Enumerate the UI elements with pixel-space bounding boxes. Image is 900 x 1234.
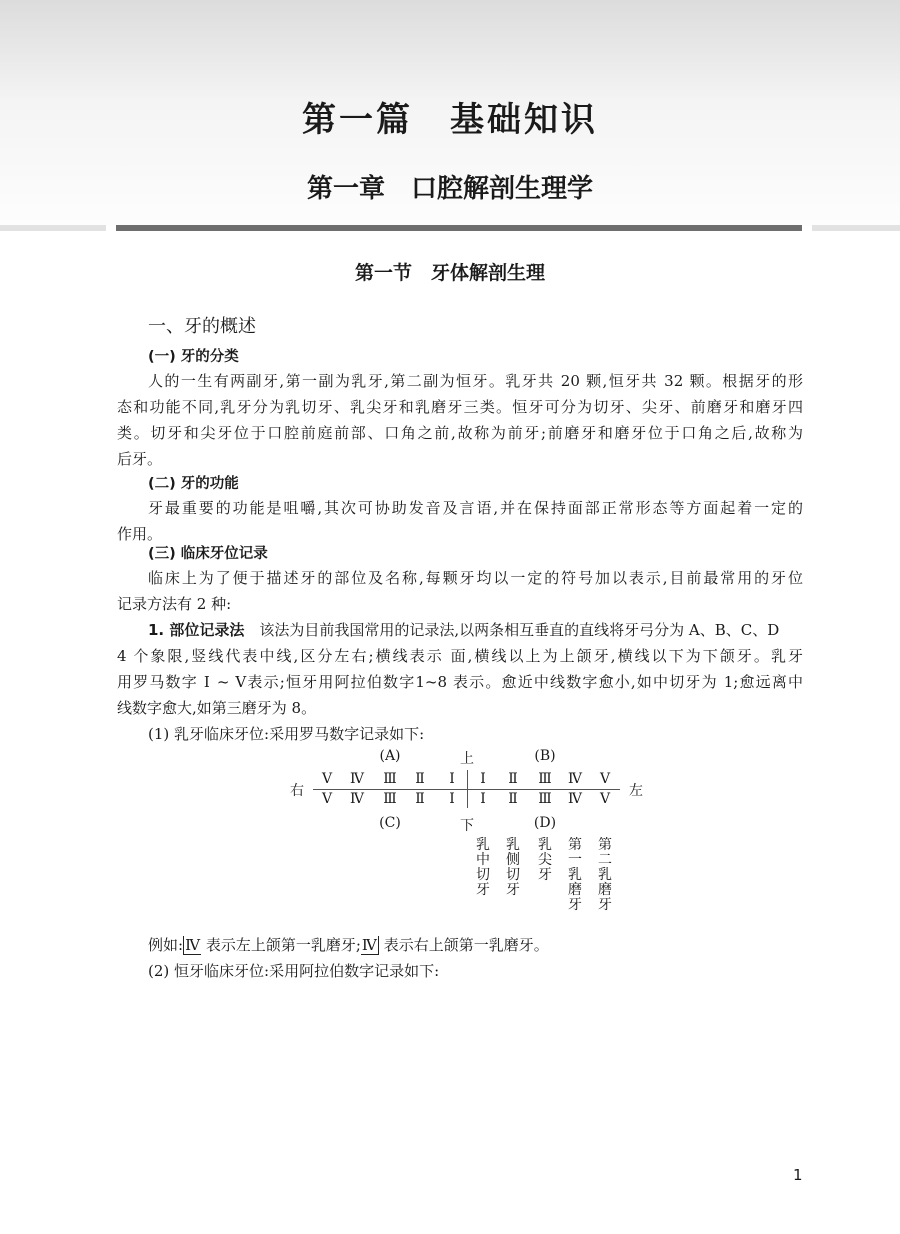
heading-overview: 一、牙的概述 (148, 316, 256, 337)
tooth-name-label: 乳尖牙 (538, 837, 552, 883)
notation-upper-right: Ⅳ (361, 936, 377, 954)
tooth-numeral: Ⅰ (449, 791, 455, 807)
lower-label: 下 (460, 818, 474, 834)
page-number: 1 (793, 1166, 803, 1184)
item-primary-teeth: (1) 乳牙临床牙位:采用罗马数字记录如下: (148, 725, 425, 743)
tooth-numeral: Ⅳ (568, 791, 582, 807)
header-rule-left (0, 225, 106, 231)
tooth-name-label: 第二乳磨牙 (598, 837, 612, 913)
tooth-name-label: 乳中切牙 (476, 837, 490, 898)
tooth-numeral: Ⅰ (449, 771, 455, 787)
tooth-numeral: Ⅳ (568, 771, 582, 787)
tooth-numeral: Ⅳ (350, 771, 364, 787)
tooth-numeral: Ⅲ (383, 771, 397, 787)
method-label: 1. 部位记录法 (148, 621, 245, 639)
tooth-numeral: Ⅱ (508, 791, 518, 807)
paragraph-line: 记录方法有 2 种: (117, 595, 232, 613)
tooth-numeral: Ⅴ (599, 791, 611, 807)
paragraph-line: 用罗马数字 Ⅰ ~ Ⅴ表示;恒牙用阿拉伯数字1~8 表示。愈近中线数字愈小,如中切牙为 1;愈远离中 (117, 673, 803, 691)
tooth-numeral: Ⅲ (383, 791, 397, 807)
tooth-numeral: Ⅲ (538, 791, 552, 807)
example-text: 表示左上颌第一乳磨牙; (205, 936, 361, 954)
paragraph-line (148, 620, 803, 640)
paragraph-line: 临床上为了便于描述牙的部位及名称,每颗牙均以一定的符号加以表示,目前最常用的牙位 (148, 569, 803, 587)
method-text: 该法为目前我国常用的记录法,以两条相互垂直的直线将牙弓分为 A、B、C、D (259, 621, 780, 639)
paragraph-line: 4 个象限,竖线代表中线,区分左右;横线表示 面,横线以上为上颌牙,横线以下为下颌牙。乳牙 (117, 647, 803, 665)
right-label: 右 (290, 783, 304, 799)
paragraph-line: 作用。 (117, 525, 163, 543)
subheading-classification: (一) 牙的分类 (148, 349, 239, 365)
tooth-numeral: Ⅱ (508, 771, 518, 787)
paragraph-line: 态和功能不同,乳牙分为乳切牙、乳尖牙和乳磨牙三类。恒牙可分为切牙、尖牙、前磨牙和磨牙四 (117, 398, 803, 416)
chapter-title: 第一章 口腔解剖生理学 (306, 174, 593, 204)
notation-upper-left: Ⅳ (185, 936, 201, 954)
example-text: 表示右上颌第一乳磨牙。 (383, 936, 549, 954)
header-rule-right (812, 225, 900, 231)
subheading-tooth-notation: (三) 临床牙位记录 (148, 546, 268, 562)
quadrant-d-label: (D) (533, 815, 557, 831)
tooth-numeral: Ⅰ (480, 771, 486, 787)
tooth-numeral: Ⅴ (321, 771, 333, 787)
quadrant-c-label: (C) (379, 815, 401, 831)
tooth-numeral: Ⅰ (480, 791, 486, 807)
upper-label: 上 (460, 751, 474, 767)
left-label: 左 (629, 783, 643, 799)
header-rule (116, 225, 802, 231)
item-permanent-teeth: (2) 恒牙临床牙位:采用阿拉伯数字记录如下: (148, 962, 440, 980)
paragraph-line: 牙最重要的功能是咀嚼,其次可协助发音及言语,并在保持面部正常形态等方面起着一定的 (148, 499, 803, 517)
example-prefix: 例如: (148, 936, 184, 954)
tooth-name-label: 乳侧切牙 (506, 837, 520, 898)
tooth-numeral: Ⅲ (538, 771, 552, 787)
paragraph-line: 类。切牙和尖牙位于口腔前庭前部、口角之前,故称为前牙;前磨牙和磨牙位于口角之后,故称为 (117, 424, 803, 442)
section-title: 第一节 牙体解剖生理 (354, 262, 545, 284)
tooth-numeral: Ⅱ (415, 791, 425, 807)
part-title: 第一篇 基础知识 (302, 100, 598, 140)
tooth-name-label: 第一乳磨牙 (568, 837, 582, 913)
tooth-numeral: Ⅳ (350, 791, 364, 807)
tooth-numeral: Ⅴ (321, 791, 333, 807)
paragraph-line: 后牙。 (117, 450, 163, 468)
tooth-numeral: Ⅴ (599, 771, 611, 787)
paragraph-line: 线数字愈大,如第三磨牙为 8。 (117, 699, 317, 717)
subheading-function: (二) 牙的功能 (148, 476, 239, 492)
paragraph-line: 人的一生有两副牙,第一副为乳牙,第二副为恒牙。乳牙共 20 颗,恒牙共 32 颗。根据牙的形 (148, 372, 803, 390)
example-line (148, 935, 803, 955)
quadrant-b-label: (B) (534, 748, 556, 764)
tooth-numeral: Ⅱ (415, 771, 425, 787)
quadrant-a-label: (A) (379, 748, 401, 764)
midline (467, 770, 468, 808)
